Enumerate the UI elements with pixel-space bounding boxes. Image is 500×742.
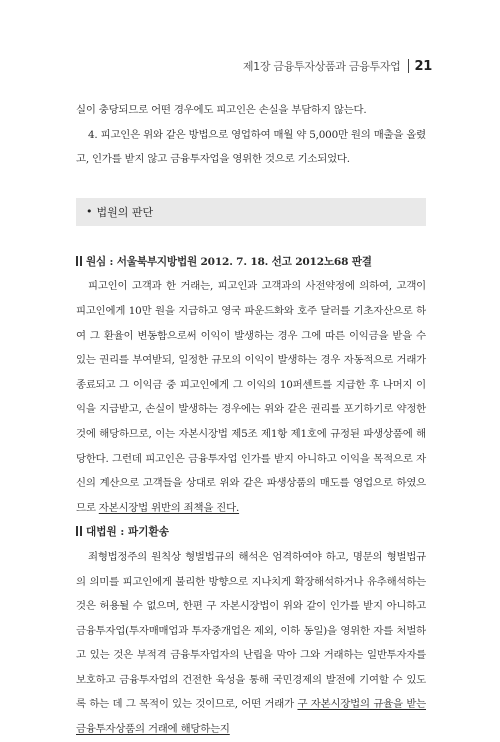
section-bullet: •: [86, 205, 93, 219]
page-number: 21: [414, 58, 432, 74]
supreme-ruling-heading: [76, 520, 426, 545]
original-ruling-heading: [76, 250, 426, 275]
supreme-ruling-text: 죄형법정주의 원칙상 형벌법규의 해석은 엄격하여야 하고, 명문의 형벌법규의 의미를 피고인에게 불리한 방향으로 지나치게 확장해석하거나 유추해석하는 것은 허용될 수 없으며, 한편 구 자본시장법이 위와 같이 인가를 받지 아니하고 금융투자업(투자매매업과 투자중개업은 제외, 이하 동일)을 영위한 자를 처벌하고 있는 것은 부적격 금융투자업자의 난립을 막아 그와 거래하는 일반투자자를 보호하고 금융투자업의 건전한 육성을 통해 국민경제의 발전에 기여할 수 있도록 하는 데 그 목적이 있는 것이므로, 어떤 거래가: [76, 550, 426, 711]
page-content: [76, 98, 426, 742]
paragraph-4: 4. 피고인은 위와 같은 방법으로 영업하여 매월 약 5,000만 원의 매출을 올렸고, 인가를 받지 않고 금융투자업을 영위한 것으로 기소되었다.: [76, 128, 426, 166]
continued-paragraph: 실이 충당되므로 어떤 경우에도 피고인은 손실을 부담하지 않는다.: [76, 104, 367, 116]
chapter-title: 제1장 금융투자상품과 금융투자업: [242, 60, 401, 73]
section-marker-icon: [76, 526, 82, 536]
original-ruling-body: [76, 274, 426, 520]
section-marker-icon: [76, 256, 82, 266]
supreme-ruling-label: 대법원 : 파기환송: [86, 526, 169, 539]
supreme-ruling-underlined-text: 구 자본시장법의 규율을 받는 금융투자상품의 거래에 해당하는지: [76, 698, 427, 736]
section-heading-box: [76, 198, 426, 226]
running-header: [243, 58, 432, 74]
header-divider: [408, 59, 409, 73]
original-ruling-text: 피고인이 고객과 한 거래는, 피고인과 고객과의 사전약정에 의하여, 고객이 피고인에게 10만 원을 지급하고 영국 파운드화와 호주 달러를 기초자산으로 하여 그 환율이 변동함으로써 이익이 발생하는 경우 그에 따른 이익금을 받을 수 있는 권리를 부여받되, 일정한 규모의 이익이 발생하는 경우 자동적으로 거래가 종료되고 그 이익금 중 피고인에게 그 이익의 10퍼센트를 지급한 후 나머지 이익을 지급받고, 손실이 발생하는 경우에는 위와 같은 권리를 포기하기로 약정한 것에 해당하므로, 이는 자본시장법 제5조 제1항 제1호에 규정된 파생상품에 해당한다. 그런데 피고인은 금융투자업 인가를 받지 아니하고 이익을 목적으로 자신의 계산으로 고객들을 상대로 위와 같은 파생상품의 매도를 영업으로 하였으므로: [76, 280, 426, 514]
section-title: 법원의 판단: [96, 205, 154, 219]
original-ruling-label: 원심 : 서울북부지방법원 2012. 7. 18. 선고 2012노68 판결: [86, 255, 372, 268]
original-ruling-conclusion: 자본시장법 위반의 죄책을 진다.: [98, 501, 240, 514]
supreme-ruling-body: [76, 545, 426, 742]
